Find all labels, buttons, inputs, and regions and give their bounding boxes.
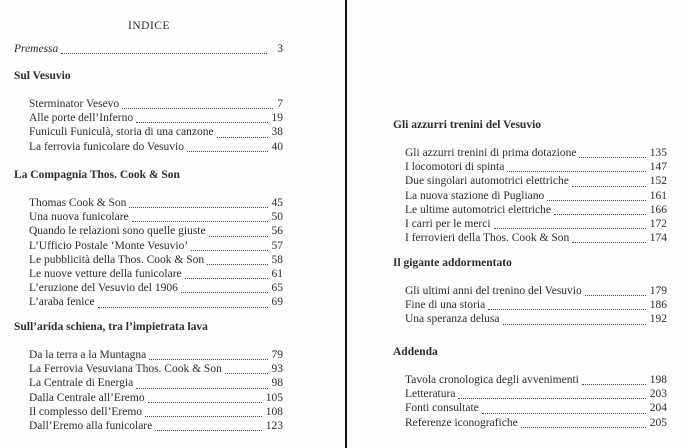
dot-leader [494, 217, 646, 231]
dot-leader [572, 231, 645, 245]
toc-entry [29, 224, 283, 238]
dot-leader [155, 419, 262, 433]
toc-entry-page: 56 [271, 225, 283, 238]
section-heading: La Compagnia Thos. Cook & Son [14, 169, 180, 181]
toc-entry [405, 189, 667, 203]
toc-entry-title: Referenze iconografiche [405, 416, 518, 429]
dot-leader [136, 376, 267, 390]
toc-entry-page: 105 [265, 391, 283, 404]
toc-entry [405, 387, 667, 401]
toc-entry-title: I locomotori di spinta [405, 161, 505, 174]
toc-entry-page: 108 [265, 405, 283, 418]
toc-entry-title: Due singolari automotrici elettriche [405, 175, 569, 188]
toc-entry [405, 174, 667, 188]
toc-entry-page: 40 [271, 140, 283, 153]
toc-entry [29, 210, 283, 224]
dot-leader [122, 97, 273, 111]
toc-entry-page: 172 [649, 217, 667, 230]
toc-entry [29, 362, 283, 376]
toc-entry [405, 416, 667, 430]
dot-leader [207, 253, 267, 267]
dot-leader [191, 239, 267, 253]
toc-entry-title: Gli azzurri trenini di prima dotazione [405, 147, 577, 159]
dot-leader [585, 284, 646, 298]
toc-entry-title: Le pubblicità della Thos. Cook & Son [29, 253, 205, 266]
dot-leader [132, 210, 268, 224]
section-entries [29, 196, 283, 310]
toc-entry-page: 79 [271, 349, 283, 361]
toc-entry-title: Le ultime automotrici elettriche [405, 203, 551, 216]
toc-entry-page: 58 [271, 253, 283, 266]
toc-entry-title: L’araba fenice [29, 296, 95, 309]
toc-entry [29, 111, 283, 125]
toc-entry [405, 312, 667, 326]
toc-entry-page: 7 [277, 98, 283, 110]
toc-entry-page: 179 [649, 285, 667, 297]
toc-entry-title: Premessa [14, 43, 59, 55]
toc-entry-title: La Centrale di Energia [29, 377, 134, 390]
section-heading: Il gigante addormentato [393, 257, 512, 269]
dot-leader [136, 111, 267, 125]
dot-leader [488, 298, 646, 312]
toc-entry-page: 204 [649, 402, 667, 415]
dot-leader [507, 160, 645, 174]
dot-leader [61, 42, 267, 56]
section-entries [405, 146, 667, 245]
toc-entry-title: Alle porte dell’Inferno [29, 112, 134, 125]
toc-entry-page: 65 [271, 282, 283, 295]
section-entries [405, 373, 667, 430]
toc-entry-page: 135 [649, 147, 667, 159]
toc-entry [14, 42, 283, 56]
toc-entry [405, 373, 667, 387]
toc-page-right [347, 0, 688, 448]
toc-section [393, 345, 667, 430]
toc-entry-page: 205 [649, 416, 667, 429]
toc-entry-title: Dall’Eremo alla funicolare [29, 419, 153, 432]
toc-entry [405, 298, 667, 312]
toc-entry [29, 348, 283, 362]
toc-entry [405, 203, 667, 217]
dot-leader [145, 405, 262, 419]
dot-leader [129, 196, 267, 210]
section-heading: Addenda [393, 346, 438, 358]
dot-leader [521, 416, 646, 430]
section-entries [29, 97, 283, 154]
toc-entry-page: 186 [649, 299, 667, 312]
toc-entry [405, 284, 667, 298]
toc-section [393, 118, 667, 245]
dot-leader [482, 401, 646, 415]
dot-leader [572, 174, 646, 188]
toc-entry-title: Sterminator Vesevo [29, 98, 120, 110]
toc-entry [29, 125, 283, 139]
toc-entry-title: Dalla Centrale all’Eremo [29, 391, 145, 404]
section-heading: Gli azzurri trenini del Vesuvio [393, 119, 542, 131]
dot-leader [148, 391, 262, 405]
toc-entry-title: Le nuove vetture della funicolare [29, 267, 182, 280]
dot-leader [503, 312, 646, 326]
toc-entry-page: 98 [271, 377, 283, 390]
toc-entry [405, 231, 667, 245]
toc-entry-page: 38 [271, 126, 283, 139]
toc-entry [29, 239, 283, 253]
toc-entry-title: Gli ultimi anni del trenino del Vesuvio [405, 285, 582, 297]
toc-entry-title: I carri per le merci [405, 217, 491, 230]
toc-entry-title: Fonti consultate [405, 402, 479, 415]
toc-entry-title: I ferrovieri della Thos. Cook & Son [405, 232, 570, 245]
toc-entry [405, 146, 667, 160]
toc-section [14, 320, 283, 433]
toc-entry-page: 69 [271, 296, 283, 309]
toc-entry [29, 295, 283, 309]
toc-entry-title: Thomas Cook & Son [29, 197, 127, 209]
toc-entry-page: 198 [649, 374, 667, 386]
dot-leader [582, 373, 646, 387]
toc-entry-title: Tavola cronologica degli avvenimenti [405, 374, 579, 386]
toc-section [393, 256, 667, 327]
toc-title: INDICE [128, 20, 170, 32]
dot-leader [458, 387, 645, 401]
toc-entry-page: 123 [265, 419, 283, 432]
toc-entry-title: La ferrovia funicolare do Vesuvio [29, 140, 184, 153]
dot-leader [554, 203, 646, 217]
toc-entry-page: 57 [271, 239, 283, 252]
toc-entry [29, 267, 283, 281]
toc-entry [405, 217, 667, 231]
toc-entry-title: La Ferrovia Vesuviana Thos. Cook & Son [29, 363, 222, 376]
toc-entry-page: 19 [271, 112, 283, 125]
dot-leader [225, 362, 268, 376]
toc-entry [29, 405, 283, 419]
section-entries [405, 284, 667, 327]
dot-leader [187, 140, 268, 154]
toc-entry-page: 93 [271, 363, 283, 376]
toc-entry [29, 140, 283, 154]
toc-front-matter [14, 42, 283, 56]
dot-leader [209, 224, 268, 238]
toc-entry-title: Una speranza delusa [405, 313, 500, 326]
dot-leader [547, 189, 646, 203]
dot-leader [217, 125, 268, 139]
toc-entry [29, 196, 283, 210]
toc-entry [29, 376, 283, 390]
toc-entry-title: Letteratura [405, 388, 456, 401]
toc-entry-page: 203 [649, 388, 667, 401]
toc-entry-title: La nuova stazione di Pugliano [405, 189, 545, 202]
toc-section [14, 69, 283, 154]
toc-entry-title: Funiculi Funiculà, storia di una canzone [29, 126, 214, 139]
dot-leader [579, 146, 645, 160]
toc-entry-page: 161 [649, 189, 667, 202]
toc-entry [405, 401, 667, 415]
toc-entry-title: Da la terra a la Muntagna [29, 349, 147, 361]
section-heading: Sul Vesuvio [14, 70, 71, 82]
dot-leader [181, 281, 268, 295]
section-entries [29, 348, 283, 433]
dot-leader [149, 348, 267, 362]
toc-entry-page: 174 [649, 232, 667, 245]
toc-entry [405, 160, 667, 174]
toc-entry-page: 152 [649, 175, 667, 188]
toc-entry [29, 97, 283, 111]
toc-entry-title: L’eruzione del Vesuvio del 1906 [29, 282, 178, 295]
toc-entry-page: 166 [649, 203, 667, 216]
toc-entry [29, 253, 283, 267]
toc-section [14, 168, 283, 310]
dot-leader [98, 295, 268, 309]
toc-entry [29, 419, 283, 433]
toc-entry-page: 50 [271, 211, 283, 224]
toc-entry-page: 147 [649, 161, 667, 174]
toc-entry-page: 192 [649, 313, 667, 326]
toc-entry-title: Una nuova funicolare [29, 211, 129, 224]
toc-entry-page: 45 [271, 197, 283, 209]
dot-leader [185, 267, 268, 281]
toc-entry-page: 3 [277, 43, 283, 55]
toc-entry-page: 61 [271, 267, 283, 280]
toc-entry-title: Quando le relazioni sono quelle giuste [29, 225, 206, 238]
toc-entry [29, 281, 283, 295]
toc-entry-title: Fine di una storia [405, 299, 486, 312]
toc-entry [29, 391, 283, 405]
section-heading: Sull’arida schiena, tra l’impietrata lava [14, 321, 208, 333]
toc-entry-title: Il complesso dell’Eremo [29, 405, 143, 418]
toc-entry-title: L’Ufficio Postale ‘Monte Vesuvio’ [29, 239, 189, 252]
